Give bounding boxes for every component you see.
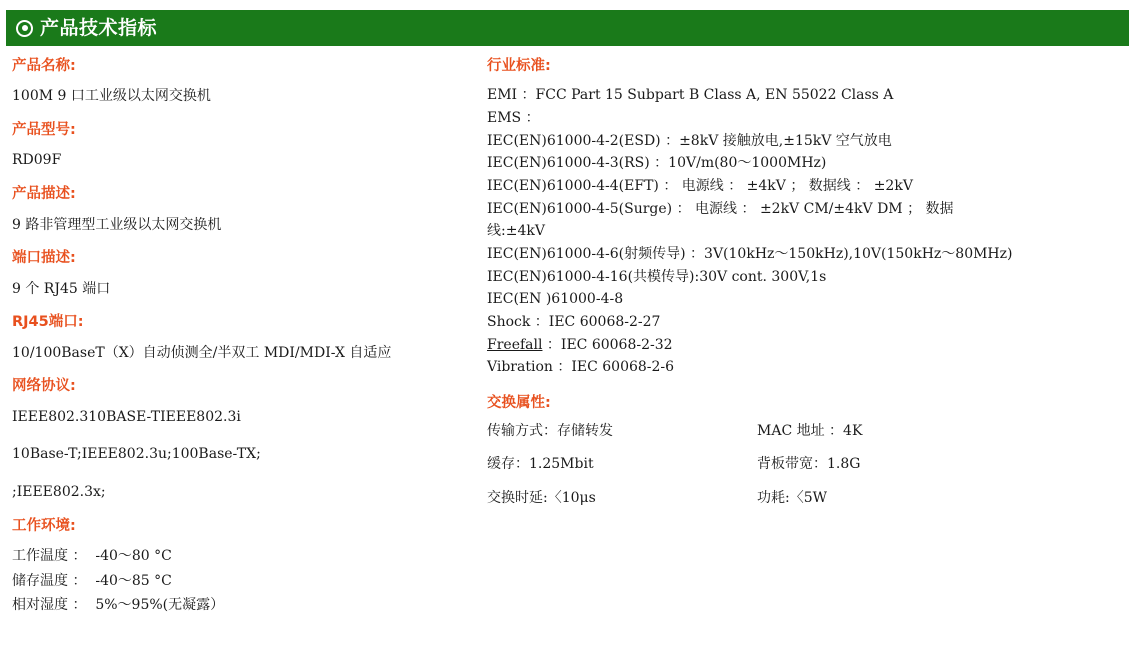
freefall-term: Freefall	[487, 336, 543, 353]
network-protocol-line: ;IEEE802.3x;	[12, 484, 106, 501]
working-temperature-line: 工作温度 ： -40～80 °C	[12, 548, 172, 565]
standard-line: IEC(EN)61000-4-16(共模传导):30V cont. 300V,1s	[487, 268, 827, 285]
network-protocol-line: IEEE802.310BASE-TIEEE802.3i	[12, 408, 241, 425]
product-name-block	[12, 58, 467, 108]
attribute-transmission-mode: 传输方式：存储转发	[487, 422, 613, 439]
working-environment-block	[12, 518, 467, 618]
attribute-mac-address: MAC 地址 ：4K	[757, 422, 863, 439]
product-description-label: 产品描述:	[12, 186, 76, 203]
storage-temperature-line: 储存温度 ： -40～85 °C	[12, 572, 172, 589]
relative-humidity-line: 相对湿度 ： 5%～95%(无凝露）	[12, 597, 225, 614]
network-protocol-block	[12, 378, 467, 503]
standard-line: Vibration ：IEC 60068-2-6	[487, 359, 675, 376]
product-description-block	[12, 186, 467, 236]
attribute-switch-latency: 交换时延:〈10μs	[487, 489, 596, 506]
working-environment-label: 工作环境:	[12, 517, 76, 534]
standard-line: EMS ：	[487, 110, 540, 127]
product-model-value: RD09F	[12, 152, 62, 169]
rj45-port-label: RJ45端口:	[12, 314, 84, 331]
right-column	[487, 58, 1127, 522]
standard-line: EMI ：FCC Part 15 Subpart B Class A, EN 55022 Class A	[487, 87, 894, 104]
standard-line: Shock ：IEC 60068-2-27	[487, 314, 661, 331]
standard-line-freefall	[487, 334, 1127, 357]
attribute-power-consumption: 功耗:〈5W	[757, 489, 828, 506]
standard-line: IEC(EN)61000-4-5(Surge) ： 电源线 ： ±2kV CM/±4kV DM ； 数据	[487, 200, 954, 217]
industry-standard-block	[487, 58, 1127, 379]
switch-attributes-block	[487, 395, 1127, 508]
target-circle-icon	[16, 20, 33, 37]
rj45-port-block	[12, 314, 467, 364]
product-model-label: 产品型号:	[12, 122, 76, 139]
standard-line: IEC(EN)61000-4-2(ESD) ：±8kV 接触放电,±15kV 空气放电	[487, 132, 892, 149]
standard-line: IEC(EN)61000-4-3(RS) ：10V/m(80～1000MHz)	[487, 155, 827, 172]
product-name-value: 100M 9 口工业级以太网交换机	[12, 88, 211, 105]
page-header	[6, 10, 1129, 46]
industry-standard-list	[487, 84, 1127, 379]
port-description-block	[12, 250, 467, 300]
attribute-backplane-bandwidth: 背板带宽：1.8G	[757, 456, 861, 473]
standard-line: IEC(EN )61000-4-8	[487, 291, 624, 308]
switch-attributes-label: 交换属性:	[487, 395, 551, 412]
rj45-port-value: 10/100BaseT（X）自动侦测全/半双工 MDI/MDI-X 自适应	[12, 344, 392, 361]
page-title: 产品技术指标	[40, 16, 158, 39]
standard-line: IEC(EN)61000-4-4(EFT) ： 电源线 ： ±4kV ； 数据线 ： ±2kV	[487, 178, 913, 195]
standard-line: IEC(EN)61000-4-6(射频传导) ：3V(10kHz～150kHz),10V(150kHz～80MHz)	[487, 246, 1013, 263]
product-name-label: 产品名称:	[12, 58, 76, 74]
left-column	[12, 58, 467, 632]
standard-line: 线:±4kV	[487, 223, 545, 240]
product-model-block	[12, 122, 467, 172]
port-description-label: 端口描述:	[12, 250, 76, 267]
switch-attributes-grid	[487, 422, 1127, 509]
industry-standard-label: 行业标准:	[487, 58, 551, 74]
network-protocol-line: 10Base-T;IEEE802.3u;100Base-TX;	[12, 446, 261, 463]
attribute-buffer: 缓存：1.25Mbit	[487, 456, 594, 473]
product-description-value: 9 路非管理型工业级以太网交换机	[12, 216, 222, 233]
network-protocol-label: 网络协议:	[12, 378, 76, 395]
port-description-value: 9 个 RJ45 端口	[12, 280, 111, 297]
freefall-standard-rest: ：IEC 60068-2-32	[542, 336, 673, 353]
